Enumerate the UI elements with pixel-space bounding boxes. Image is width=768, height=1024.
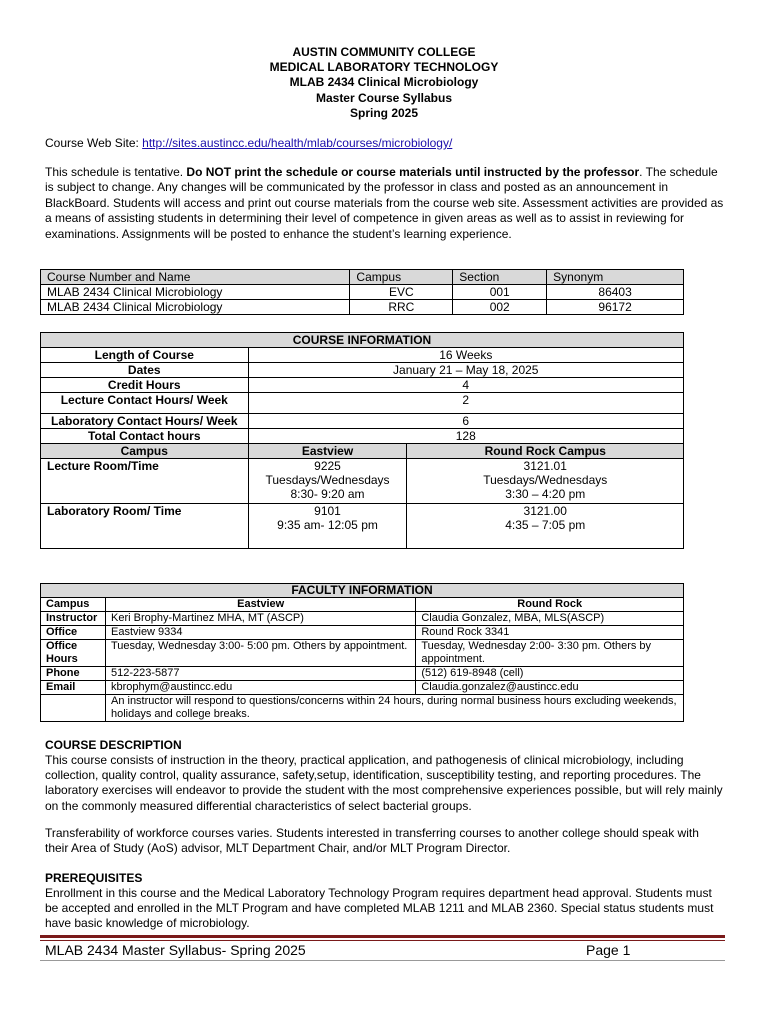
sections-table [40,269,684,315]
info-value: 2 [248,393,683,414]
table-row [41,640,684,667]
synonym-cell: 96172 [547,300,684,315]
faculty-evc: Tuesday, Wednesday 3:00- 5:00 pm. Others by appointment. [105,640,415,667]
course-info-title-row [41,333,684,348]
info-label: Total Contact hours [41,429,249,444]
document-header [0,45,768,121]
table-row [41,363,684,378]
lecture-rrc [407,459,684,504]
table-row [41,348,684,363]
table-row [41,695,684,722]
info-value: 6 [248,414,683,429]
lab-evc-room: 9101 [314,504,341,518]
footer-title: MLAB 2434 Master Syllabus- Spring 2025 [45,942,306,958]
course-name-cell: MLAB 2434 Clinical Microbiology [41,300,350,315]
table-row [41,626,684,640]
section-cell: 001 [453,285,547,300]
faculty-rrc: Claudia Gonzalez, MBA, MLS(ASCP) [416,612,684,626]
synonym-cell: 86403 [547,285,684,300]
faculty-evc: Eastview 9334 [105,626,415,640]
faculty-title: FACULTY INFORMATION [41,584,684,598]
course-info-table [40,332,684,549]
notice-pre: This schedule is tentative. [45,165,187,179]
lecture-evc-room: 9225 [314,459,341,473]
college-name: AUSTIN COMMUNITY COLLEGE [292,45,476,59]
footer-rule [40,935,725,938]
lecture-evc-time: 8:30- 9:20 am [290,487,365,501]
course-website [45,136,452,151]
lecture-rrc-time: 3:30 – 4:20 pm [505,487,586,501]
prerequisites-text: Enrollment in this course and the Medical Laboratory Technology Program requires department head approval. Students must be accepted and enrolled in the MLT Program and have completed MLAB 1211 and MLAB 2360. Special status students must have basic knowledge of microbiology. [45,886,714,931]
info-label: Credit Hours [41,378,249,393]
response-note: An instructor will respond to questions/concerns within 24 hours, during normal business hours excluding weekends, holidays and college breaks. [105,695,683,722]
lab-label: Laboratory Room/ Time [41,504,249,549]
table-row [41,285,684,300]
faculty-evc-email: kbrophym@austincc.edu [105,681,415,695]
lecture-rrc-room: 3121.01 [523,459,567,473]
col-header: Course Number and Name [41,270,350,285]
course-info-title: COURSE INFORMATION [41,333,684,348]
lab-row [41,504,684,549]
website-label: Course Web Site: [45,136,143,150]
lecture-label: Lecture Room/Time [41,459,249,504]
prerequisites-title: PREREQUISITES [45,871,143,885]
sections-header-row [41,270,684,285]
campus-header-row [41,444,684,459]
faculty-rrc: Round Rock 3341 [416,626,684,640]
campus-col-header: Eastview [248,444,407,459]
faculty-header-row [41,598,684,612]
schedule-notice [45,165,725,242]
faculty-title-row [41,584,684,598]
faculty-table [40,583,684,722]
faculty-rrc: (512) 619-8948 (cell) [416,667,684,681]
col-header: Campus [350,270,453,285]
empty-cell [41,695,106,722]
section-cell: 002 [453,300,547,315]
info-label: Dates [41,363,249,378]
footer-rule-thin [40,940,725,941]
faculty-col-header: Round Rock [416,598,684,612]
col-header: Section [453,270,547,285]
table-row [41,429,684,444]
table-row [41,378,684,393]
course-title: MLAB 2434 Clinical Microbiology [289,75,479,90]
campus-col-header: Round Rock Campus [407,444,684,459]
lecture-row [41,459,684,504]
faculty-label: Email [41,681,106,695]
notice-post: . The schedule is subject to change. Any changes will be communicated by the professor in class and posted as an announcement in BlackBoard. Students will access and print out course materials from the course web site. Assessment activities are provided as a means of assisting students in determining their level of competence in given areas as well as to assist in reviewing for examinations. Assignments will be posted to enhance the student’s learning experience. [45,165,724,241]
info-label: Length of Course [41,348,249,363]
program-name: MEDICAL LABORATORY TECHNOLOGY [269,60,499,75]
campus-cell: EVC [350,285,453,300]
faculty-label: Office [41,626,106,640]
lecture-rrc-days: Tuesdays/Wednesdays [483,473,608,487]
info-value: 128 [248,429,683,444]
website-link[interactable]: http://sites.austincc.edu/health/mlab/courses/microbiology/ [142,136,453,150]
doc-type: Master Course Syllabus [315,90,453,105]
description-text: This course consists of instruction in the theory, practical application, and pathogenesis of clinical microbiology, including collection, quality control, quality assurance, safety,setup, identification, susceptibility testing, and reporting procedures. The laboratory exercises will endeavor to provide the student with the most comprehensive experiences possible, but will rely mainly on the commonly measured differential characteristics of select bacterial groups. [45,753,723,813]
page-number: Page 1 [586,942,631,958]
table-row [41,612,684,626]
table-row [41,393,684,414]
faculty-rrc-email: Claudia.gonzalez@austincc.edu [416,681,684,695]
campus-cell: RRC [350,300,453,315]
faculty-label: Instructor [41,612,106,626]
lab-rrc-time: 4:35 – 7:05 pm [505,518,586,532]
faculty-col-header: Eastview [105,598,415,612]
info-label: Lecture Contact Hours/ Week [41,393,249,414]
faculty-evc: Keri Brophy-Martinez MHA, MT (ASCP) [105,612,415,626]
table-row [41,414,684,429]
lab-rrc-room: 3121.00 [523,504,567,518]
table-row [41,667,684,681]
semester: Spring 2025 [349,105,419,120]
faculty-label: Phone [41,667,106,681]
lab-evc [248,504,407,549]
lab-rrc [407,504,684,549]
footer-underline [40,960,725,961]
campus-col-header: Campus [41,444,249,459]
notice-bold: Do NOT print the schedule or course materials until instructed by the professor [186,165,640,179]
table-row [41,300,684,315]
transferability-text: Transferability of workforce courses varies. Students interested in transferring courses to another college should speak with their Area of Study (AoS) advisor, MLT Department Chair, and/or MLT Program Director. [45,826,699,856]
info-value: 4 [248,378,683,393]
faculty-col-header: Campus [41,598,106,612]
lab-evc-time: 9:35 am- 12:05 pm [277,518,378,532]
info-value: January 21 – May 18, 2025 [248,363,683,378]
lecture-evc [248,459,407,504]
col-header: Synonym [547,270,684,285]
faculty-evc: 512-223-5877 [105,667,415,681]
info-value: 16 Weeks [248,348,683,363]
lecture-evc-days: Tuesdays/Wednesdays [265,473,390,487]
info-label: Laboratory Contact Hours/ Week [41,414,249,429]
description-title: COURSE DESCRIPTION [45,738,182,752]
faculty-rrc: Tuesday, Wednesday 2:00- 3:30 pm. Others by appointment. [416,640,684,667]
table-row [41,681,684,695]
faculty-label: Office Hours [41,640,106,667]
course-name-cell: MLAB 2434 Clinical Microbiology [41,285,350,300]
